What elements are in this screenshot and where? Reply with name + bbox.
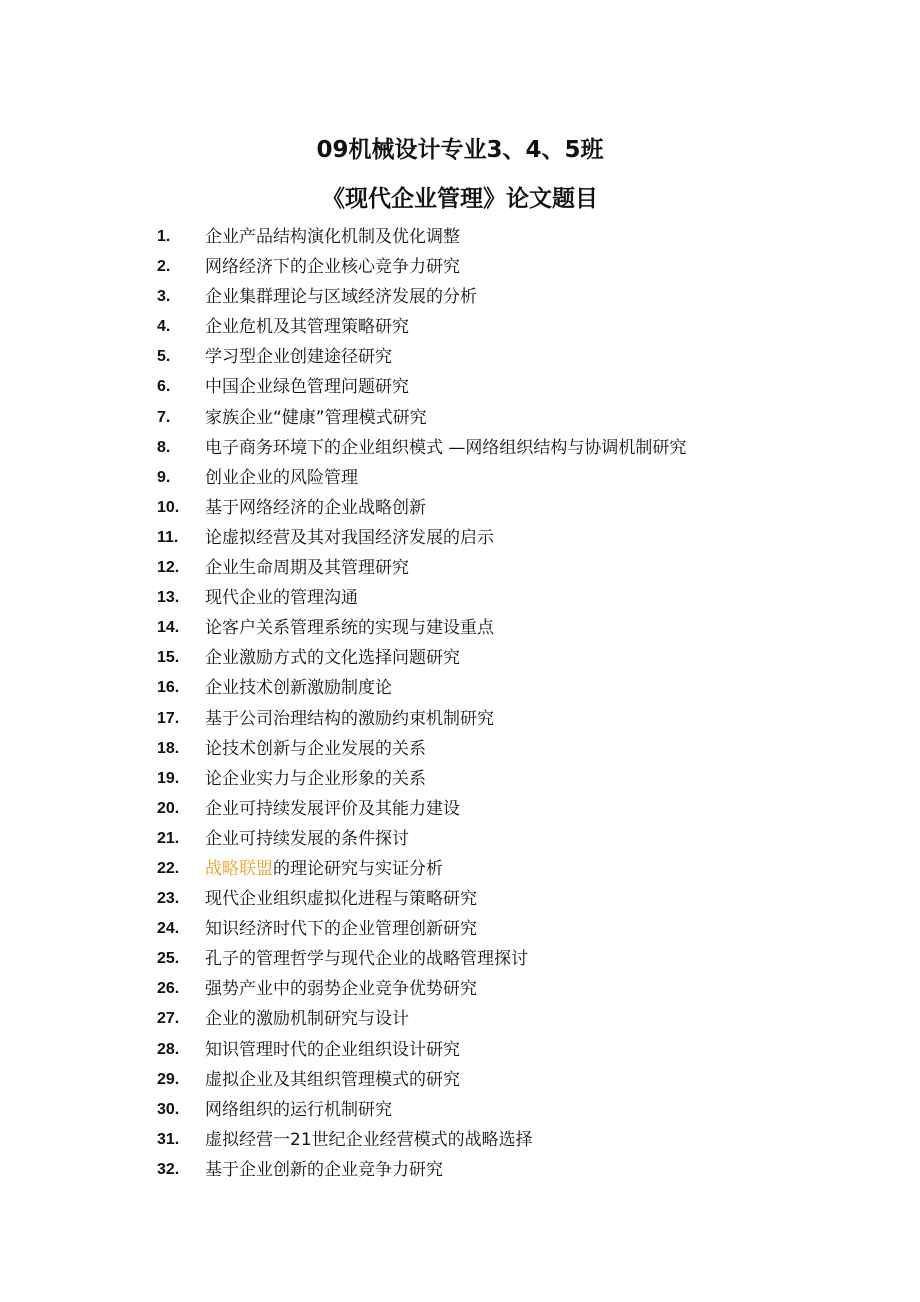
topic-number: 15.: [157, 649, 180, 667]
topic-item: [0, 1004, 920, 1034]
topic-item: [0, 1125, 920, 1155]
topic-number: 11.: [157, 528, 179, 546]
topic-item: [0, 673, 920, 703]
topic-title: 企业激励方式的文化选择问题研究: [205, 648, 460, 669]
topic-item: [0, 463, 920, 493]
topic-title: 知识经济时代下的企业管理创新研究: [205, 919, 477, 940]
topic-number: 13.: [157, 589, 180, 607]
topic-number: 24.: [157, 920, 180, 938]
topic-title: 企业可持续发展评价及其能力建设: [205, 798, 460, 819]
topic-title: 中国企业绿色管理问题研究: [205, 377, 409, 398]
topic-number: 28.: [157, 1040, 180, 1058]
topic-item: [0, 342, 920, 372]
topic-number: 14.: [157, 619, 180, 637]
topic-title: 基于公司治理结构的激励约束机制研究: [205, 708, 494, 729]
topic-number: 19.: [157, 769, 180, 787]
topic-number: 6.: [157, 378, 171, 396]
topic-item: [0, 613, 920, 643]
topic-title: 论企业实力与企业形象的关系: [205, 768, 426, 789]
topic-title: 现代企业组织虚拟化进程与策略研究: [205, 889, 477, 910]
topic-number: 31.: [157, 1130, 180, 1148]
topic-number: 26.: [157, 980, 180, 998]
topic-item: [0, 944, 920, 974]
topic-number: 10.: [157, 498, 180, 516]
topic-item: [0, 493, 920, 523]
topic-item: [0, 252, 920, 282]
document-title: 09机械设计专业3、4、5班: [316, 137, 604, 163]
topic-title: 企业集群理论与区域经济发展的分析: [205, 287, 477, 308]
topic-item: [0, 222, 920, 252]
topic-title: 强势产业中的弱势企业竞争优势研究: [205, 979, 477, 1000]
topic-item: [0, 282, 920, 312]
topic-number: 21.: [157, 829, 180, 847]
topic-title: 虚拟经营一21世纪企业经营模式的战略选择: [205, 1129, 533, 1150]
topic-number: 30.: [157, 1100, 180, 1118]
topic-number: 25.: [157, 950, 180, 968]
topic-number: 4.: [157, 318, 171, 336]
topic-item: [0, 583, 920, 613]
topic-title: 网络经济下的企业核心竞争力研究: [205, 257, 460, 278]
topic-number: 22.: [157, 859, 180, 877]
topic-number: 9.: [157, 468, 171, 486]
topic-item: [0, 704, 920, 734]
topic-item: [0, 854, 920, 884]
topic-item: [0, 1035, 920, 1065]
topic-item: [0, 734, 920, 764]
topic-number: 23.: [157, 890, 180, 908]
topic-number: 27.: [157, 1010, 180, 1028]
document-subtitle: 《现代企业管理》论文题目: [322, 186, 598, 212]
topic-number: 16.: [157, 679, 180, 697]
topic-number: 20.: [157, 799, 180, 817]
topic-title: 电子商务环境下的企业组织模式 —网络组织结构与协调机制研究: [205, 437, 687, 458]
topic-item: [0, 914, 920, 944]
topic-number: 5.: [157, 348, 171, 366]
topic-title: 企业生命周期及其管理研究: [205, 558, 409, 579]
topic-title: 知识管理时代的企业组织设计研究: [205, 1039, 460, 1060]
topic-item: [0, 1155, 920, 1185]
topic-title: 孔子的管理哲学与现代企业的战略管理探讨: [205, 949, 528, 970]
topic-title-rest: 的理论研究与实证分析: [273, 858, 443, 879]
topic-item: [0, 312, 920, 342]
topic-number: 7.: [157, 408, 171, 426]
topic-number: 8.: [157, 438, 171, 456]
topic-title: 现代企业的管理沟通: [205, 588, 358, 609]
topic-title: [205, 854, 443, 884]
topic-title: 网络组织的运行机制研究: [205, 1099, 392, 1120]
topic-item: [0, 372, 920, 402]
topic-title: 企业危机及其管理策略研究: [205, 317, 409, 338]
topic-highlight: 战略联盟: [205, 858, 273, 879]
topic-title: 虚拟企业及其组织管理模式的研究: [205, 1069, 460, 1090]
topic-item: [0, 1095, 920, 1125]
topic-title: 论客户关系管理系统的实现与建设重点: [205, 618, 494, 639]
topic-number: 3.: [157, 288, 171, 306]
topic-title: 学习型企业创建途径研究: [205, 347, 392, 368]
topic-item: [0, 884, 920, 914]
topic-number: 12.: [157, 559, 180, 577]
topic-item: [0, 974, 920, 1004]
topic-title: 创业企业的风险管理: [205, 467, 358, 488]
topic-item: [0, 794, 920, 824]
topic-list: [0, 222, 920, 1185]
topic-title: 基于网络经济的企业战略创新: [205, 497, 426, 518]
topic-number: 17.: [157, 709, 180, 727]
topic-item: [0, 824, 920, 854]
topic-title: 家族企业“健康”管理模式研究: [205, 407, 427, 428]
topic-number: 1.: [157, 228, 171, 245]
topic-title: 企业可持续发展的条件探讨: [205, 828, 409, 849]
topic-item: [0, 433, 920, 463]
topic-item: [0, 1065, 920, 1095]
topic-title: 企业产品结构演化机制及优化调整: [205, 227, 460, 247]
topic-number: 18.: [157, 739, 180, 757]
topic-number: 32.: [157, 1160, 180, 1178]
topic-title: 论技术创新与企业发展的关系: [205, 738, 426, 759]
topic-item: [0, 553, 920, 583]
topic-title: 企业的激励机制研究与设计: [205, 1009, 409, 1030]
topic-number: 29.: [157, 1070, 180, 1088]
topic-item: [0, 403, 920, 433]
topic-title: 论虚拟经营及其对我国经济发展的启示: [205, 527, 494, 548]
topic-item: [0, 643, 920, 673]
topic-title: 基于企业创新的企业竞争力研究: [205, 1159, 443, 1180]
topic-number: 2.: [157, 258, 171, 276]
topic-item: [0, 764, 920, 794]
topic-item: [0, 523, 920, 553]
topic-title: 企业技术创新激励制度论: [205, 678, 392, 699]
